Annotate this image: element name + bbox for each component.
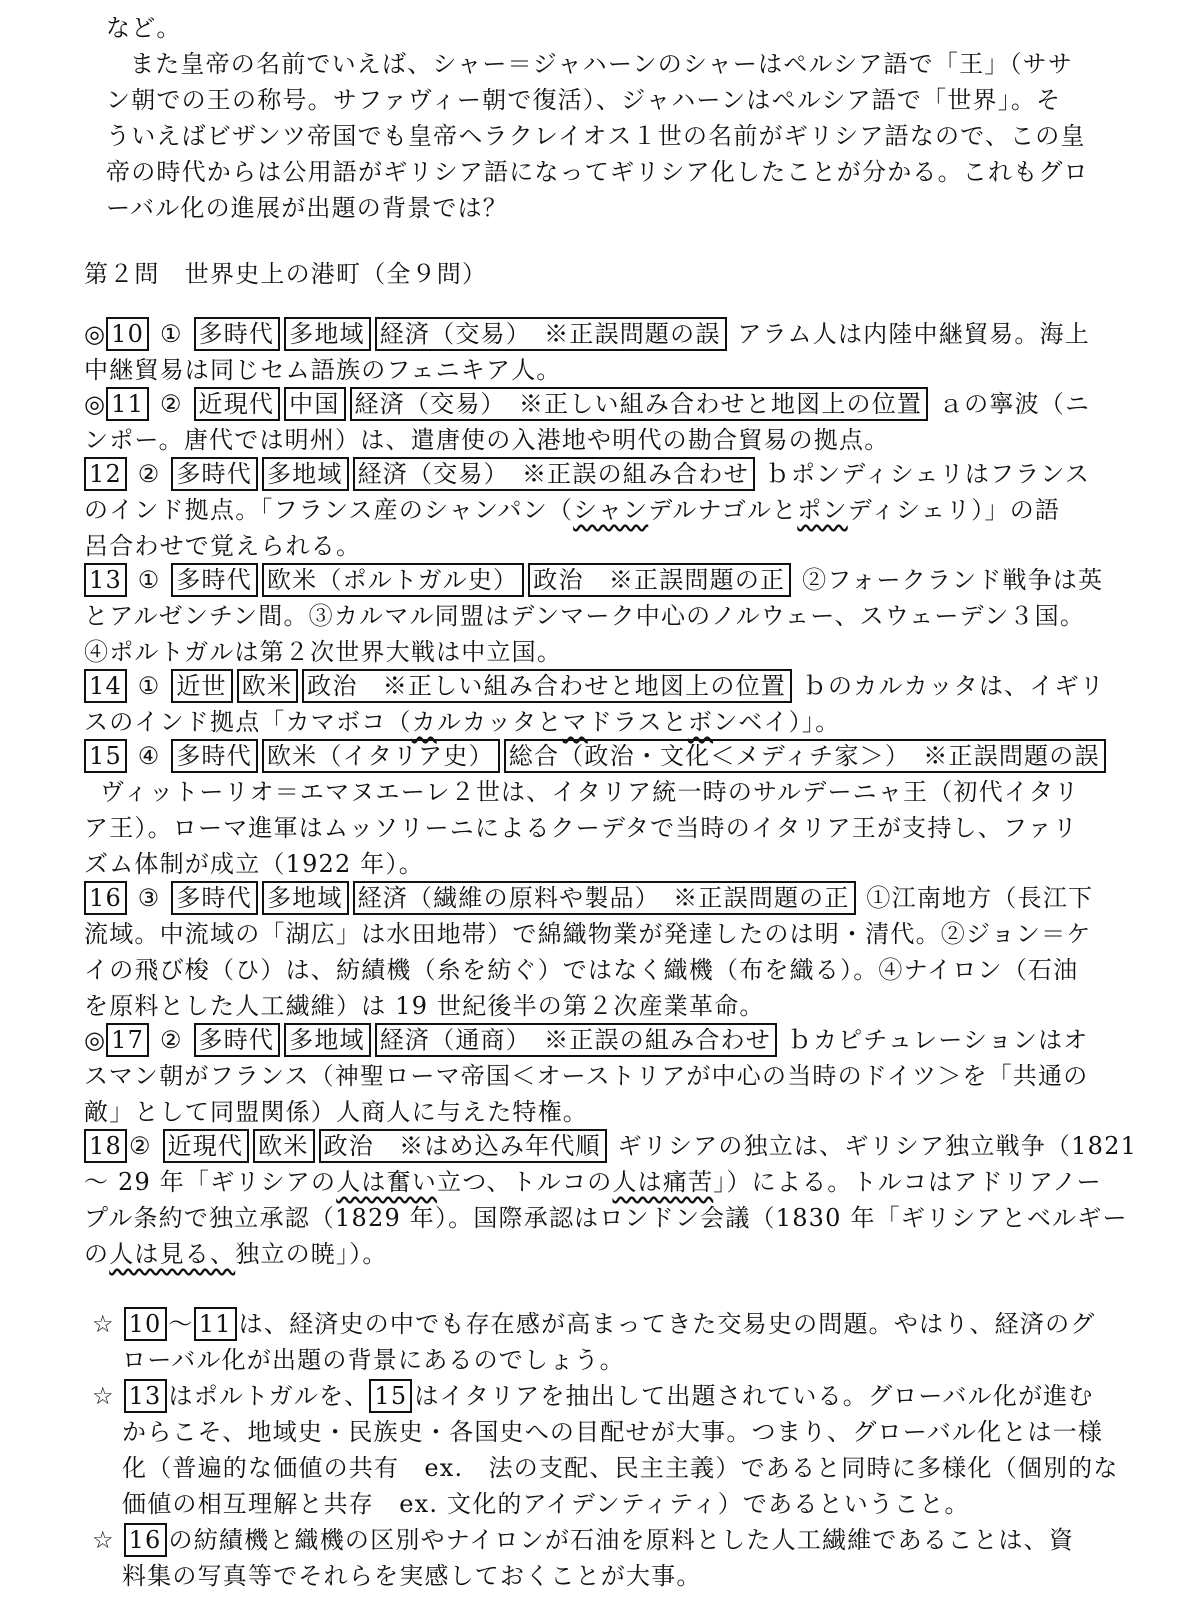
tag-box: 多地域 bbox=[262, 881, 349, 915]
question-number-box: 13 bbox=[84, 563, 127, 597]
explanation-line bbox=[84, 492, 1060, 528]
question-10 bbox=[84, 316, 1090, 352]
note-line: ローバル化が出題の背景にあるのでしょう。 bbox=[122, 1346, 625, 1374]
explanation-line bbox=[84, 1164, 1102, 1200]
question-12 bbox=[84, 456, 1090, 492]
explanation-text: ｂのカルカッタは、イギリ bbox=[802, 672, 1105, 700]
note-line: からこそ、地域史・民族史・各国史への目配せが大事。つまり、グローバル化とは一様 bbox=[122, 1418, 1104, 1446]
tag-box: 経済（交易） ※正しい組み合わせと地図上の位置 bbox=[350, 387, 929, 421]
note-line: 料集の写真等でそれらを実感しておくことが大事。 bbox=[122, 1562, 702, 1590]
section-heading: 第２問 世界史上の港町（全９問） bbox=[84, 260, 488, 288]
wavy-underline-text: シャン bbox=[573, 496, 649, 524]
text-segment: ディシェリ）」の語 bbox=[847, 496, 1061, 524]
wavy-underline-text: マ bbox=[562, 708, 588, 736]
text-segment: の bbox=[84, 1240, 110, 1268]
question-number-box: 16 bbox=[124, 1523, 167, 1557]
text-segment: ～ 29 年「ギリシアの bbox=[84, 1168, 337, 1196]
question-17 bbox=[84, 1022, 1089, 1058]
wavy-underline-text: ボ bbox=[687, 708, 714, 736]
explanation-line: ア王）。ローマ進軍はムッソリーニによるクーデタで当時のイタリア王が支持し、ファリ bbox=[84, 814, 1079, 842]
note-line: 化（普遍的な価値の共有 ex. 法の支配、民主主義）であると同時に多様化（個別的な bbox=[122, 1454, 1119, 1482]
question-number-box: 13 bbox=[124, 1379, 167, 1413]
answer-symbol: ② bbox=[128, 1132, 152, 1160]
question-13 bbox=[84, 562, 1103, 598]
question-number-box: 15 bbox=[84, 739, 127, 773]
wavy-underline-text: 人は痛苦 bbox=[612, 1168, 714, 1196]
tag-box: 経済（通商） ※正誤の組み合わせ bbox=[375, 1023, 777, 1057]
explanation-line: イの飛び梭（ひ）は、紡績機（糸を紡ぐ）ではなく織機（布を織る）。④ナイロン（石油 bbox=[84, 956, 1079, 984]
note-text: は、経済史の中でも存在感が高まってきた交易史の問題。やはり、経済のグ bbox=[238, 1310, 1096, 1338]
text-segment: スのインド拠点「カマボコ（ bbox=[84, 708, 412, 736]
explanation-line: を原料とした人工繊維）は 19 世紀後半の第２次産業革命。 bbox=[84, 992, 765, 1020]
important-mark: ◎ bbox=[84, 320, 107, 348]
answer-symbol: ① bbox=[137, 566, 161, 594]
important-mark: ◎ bbox=[84, 1026, 107, 1054]
question-11 bbox=[84, 386, 1090, 422]
answer-symbol: ③ bbox=[137, 884, 161, 912]
note-text: はイタリアを抽出して出題されている。グローバル化が進む bbox=[414, 1382, 1094, 1410]
text-segment: ルカッタと bbox=[436, 708, 563, 736]
intro-line: ういえばビザンツ帝国でも皇帝ヘラクレイオス１世の名前がギリシア語なので、この皇 bbox=[106, 122, 1086, 150]
answer-symbol: ② bbox=[137, 460, 161, 488]
answer-symbol: ① bbox=[137, 672, 161, 700]
tag-box: 多地域 bbox=[284, 317, 371, 351]
tag-box: 多時代 bbox=[194, 1023, 281, 1057]
tag-box: 政治 ※正しい組み合わせと地図上の位置 bbox=[302, 669, 792, 703]
question-number-box: 14 bbox=[84, 669, 127, 703]
tag-box: 近現代 bbox=[163, 1129, 250, 1163]
tag-box: 中国 bbox=[284, 387, 345, 421]
question-15 bbox=[84, 738, 1108, 774]
explanation-line: ④ポルトガルは第２次世界大戦は中立国。 bbox=[84, 638, 563, 666]
question-14 bbox=[84, 668, 1105, 704]
important-mark: ◎ bbox=[84, 390, 107, 418]
explanation-line: 中継貿易は同じセム語族のフェニキア人。 bbox=[84, 356, 562, 384]
explanation-line: ズム体制が成立（1922 年）。 bbox=[84, 850, 424, 878]
explanation-text: ギリシアの独立は、ギリシア独立戦争（1821 bbox=[617, 1132, 1138, 1160]
note-2 bbox=[92, 1378, 1094, 1414]
text-segment: のインド拠点。「フランス産のシャンパン（ bbox=[84, 496, 574, 524]
answer-symbol: ① bbox=[159, 320, 183, 348]
text-segment: ンベイ）」。 bbox=[713, 708, 841, 736]
text-segment: 立つ、トルコの bbox=[437, 1168, 613, 1196]
explanation-line: スマン朝がフランス（神聖ローマ帝国＜オーストリアが中心の当時のドイツ＞を「共通の bbox=[84, 1062, 1089, 1090]
tag-box: 多時代 bbox=[171, 563, 258, 597]
note-3 bbox=[92, 1522, 1074, 1558]
star-icon: ☆ bbox=[92, 1382, 115, 1410]
tag-box: 多時代 bbox=[171, 881, 258, 915]
tag-box: 多時代 bbox=[171, 739, 258, 773]
range-separator: ～ bbox=[168, 1310, 194, 1338]
note-1 bbox=[92, 1306, 1095, 1342]
explanation-line: ヴィットーリオ＝エマヌエーレ２世は、イタリア統一時のサルデーニャ王（初代イタリ bbox=[100, 778, 1080, 806]
star-icon: ☆ bbox=[92, 1310, 115, 1338]
tag-box: 政治 ※はめ込み年代順 bbox=[319, 1129, 607, 1163]
explanation-line: 呂合わせで覚えられる。 bbox=[84, 532, 362, 560]
question-18 bbox=[84, 1128, 1137, 1164]
answer-symbol: ② bbox=[159, 1026, 183, 1054]
tag-box: 欧米 bbox=[237, 669, 298, 703]
text-segment: ドラスと bbox=[587, 708, 688, 736]
wavy-underline-text: 人は見る、 bbox=[109, 1240, 236, 1268]
answer-symbol: ④ bbox=[137, 742, 161, 770]
wavy-underline-text: カ bbox=[411, 708, 437, 736]
explanation-text: ａの寧波（ニ bbox=[938, 390, 1091, 418]
question-number-box: 15 bbox=[369, 1379, 412, 1413]
note-text: の紡績機と織機の区別やナイロンが石油を原料とした人工繊維であることは、資 bbox=[168, 1526, 1075, 1554]
explanation-text: ②フォークランド戦争は英 bbox=[802, 566, 1104, 594]
tag-box: 欧米 bbox=[253, 1129, 314, 1163]
tag-box: 総合（政治・文化＜メディチ家＞） ※正誤問題の誤 bbox=[504, 739, 1106, 773]
explanation-line: 流域。中流域の「湖広」は水田地帯）で綿織物業が発達したのは明・清代。②ジョン＝ケ bbox=[84, 920, 1092, 948]
explanation-text: ｂポンディシェリはフランス bbox=[765, 460, 1091, 488]
tag-box: 多地域 bbox=[284, 1023, 371, 1057]
tag-box: 近現代 bbox=[194, 387, 281, 421]
explanation-line bbox=[84, 704, 840, 740]
text-segment: デルナゴルと bbox=[648, 496, 798, 524]
tag-box: 経済（交易） ※正誤問題の誤 bbox=[375, 317, 727, 351]
explanation-line: とアルゼンチン間。③カルマル同盟はデンマーク中心のノルウェー、スウェーデン３国。 bbox=[84, 602, 1086, 630]
tag-box: 経済（交易） ※正誤の組み合わせ bbox=[353, 457, 755, 491]
tag-box: 多時代 bbox=[171, 457, 258, 491]
tag-box: 多時代 bbox=[194, 317, 281, 351]
question-number-box: 10 bbox=[124, 1307, 167, 1341]
explanation-text: アラム人は内陸中継貿易。海上 bbox=[737, 320, 1090, 348]
intro-line: ン朝での王の称号。サファヴィー朝で復活）、ジャハーンはペルシア語で「世界」。そ bbox=[106, 86, 1062, 114]
question-number-box: 17 bbox=[106, 1023, 149, 1057]
intro-line: など。 bbox=[106, 14, 182, 42]
intro-line: 帝の時代からは公用語がギリシア語になってギリシア化したことが分かる。これもグロ bbox=[106, 158, 1089, 186]
explanation-text: ①江南地方（長江下 bbox=[866, 884, 1094, 912]
question-number-box: 16 bbox=[84, 881, 127, 915]
question-16 bbox=[84, 880, 1093, 916]
tag-box: 多地域 bbox=[262, 457, 349, 491]
answer-symbol: ② bbox=[159, 390, 183, 418]
question-number-box: 11 bbox=[194, 1307, 237, 1341]
explanation-line bbox=[84, 1236, 388, 1272]
wavy-underline-text: 人は奮い bbox=[336, 1168, 438, 1196]
tag-box: 経済（繊維の原料や製品） ※正誤問題の正 bbox=[353, 881, 856, 915]
question-number-box: 18 bbox=[84, 1129, 127, 1163]
tag-box: 欧米（ポルトガル史） bbox=[262, 563, 524, 597]
explanation-line: 敵」として同盟関係）人商人に与えた特権。 bbox=[84, 1098, 588, 1126]
intro-line: また皇帝の名前でいえば、シャー＝ジャハーンのシャーはペルシア語で「王」（ササ bbox=[130, 50, 1074, 78]
intro-line: ーバル化の進展が出題の背景では？ bbox=[106, 194, 508, 222]
tag-box: 欧米（イタリア史） bbox=[262, 739, 500, 773]
text-segment: 」）による。トルコはアドリアノー bbox=[713, 1168, 1102, 1196]
wavy-underline-text: ポン bbox=[797, 496, 848, 524]
note-line: 価値の相互理解と共存 ex. 文化的アイデンティティ）であるということ。 bbox=[122, 1490, 970, 1518]
question-number-box: 10 bbox=[106, 317, 149, 351]
note-text: はポルトガルを、 bbox=[168, 1382, 370, 1410]
tag-box: 政治 ※正誤問題の正 bbox=[528, 563, 791, 597]
explanation-line: プル条約で独立承認（1829 年）。国際承認はロンドン会議（1830 年「ギリシアとベルギー bbox=[84, 1204, 1128, 1232]
question-number-box: 11 bbox=[106, 387, 149, 421]
explanation-text: ｂカピチュレーションはオ bbox=[787, 1026, 1089, 1054]
tag-box: 近世 bbox=[171, 669, 232, 703]
explanation-line: ンポー。唐代では明州）は、遣唐使の入港地や明代の勘合貿易の拠点。 bbox=[84, 426, 890, 454]
star-icon: ☆ bbox=[92, 1526, 115, 1554]
question-number-box: 12 bbox=[84, 457, 127, 491]
text-segment: 独立の暁」）。 bbox=[235, 1240, 388, 1268]
